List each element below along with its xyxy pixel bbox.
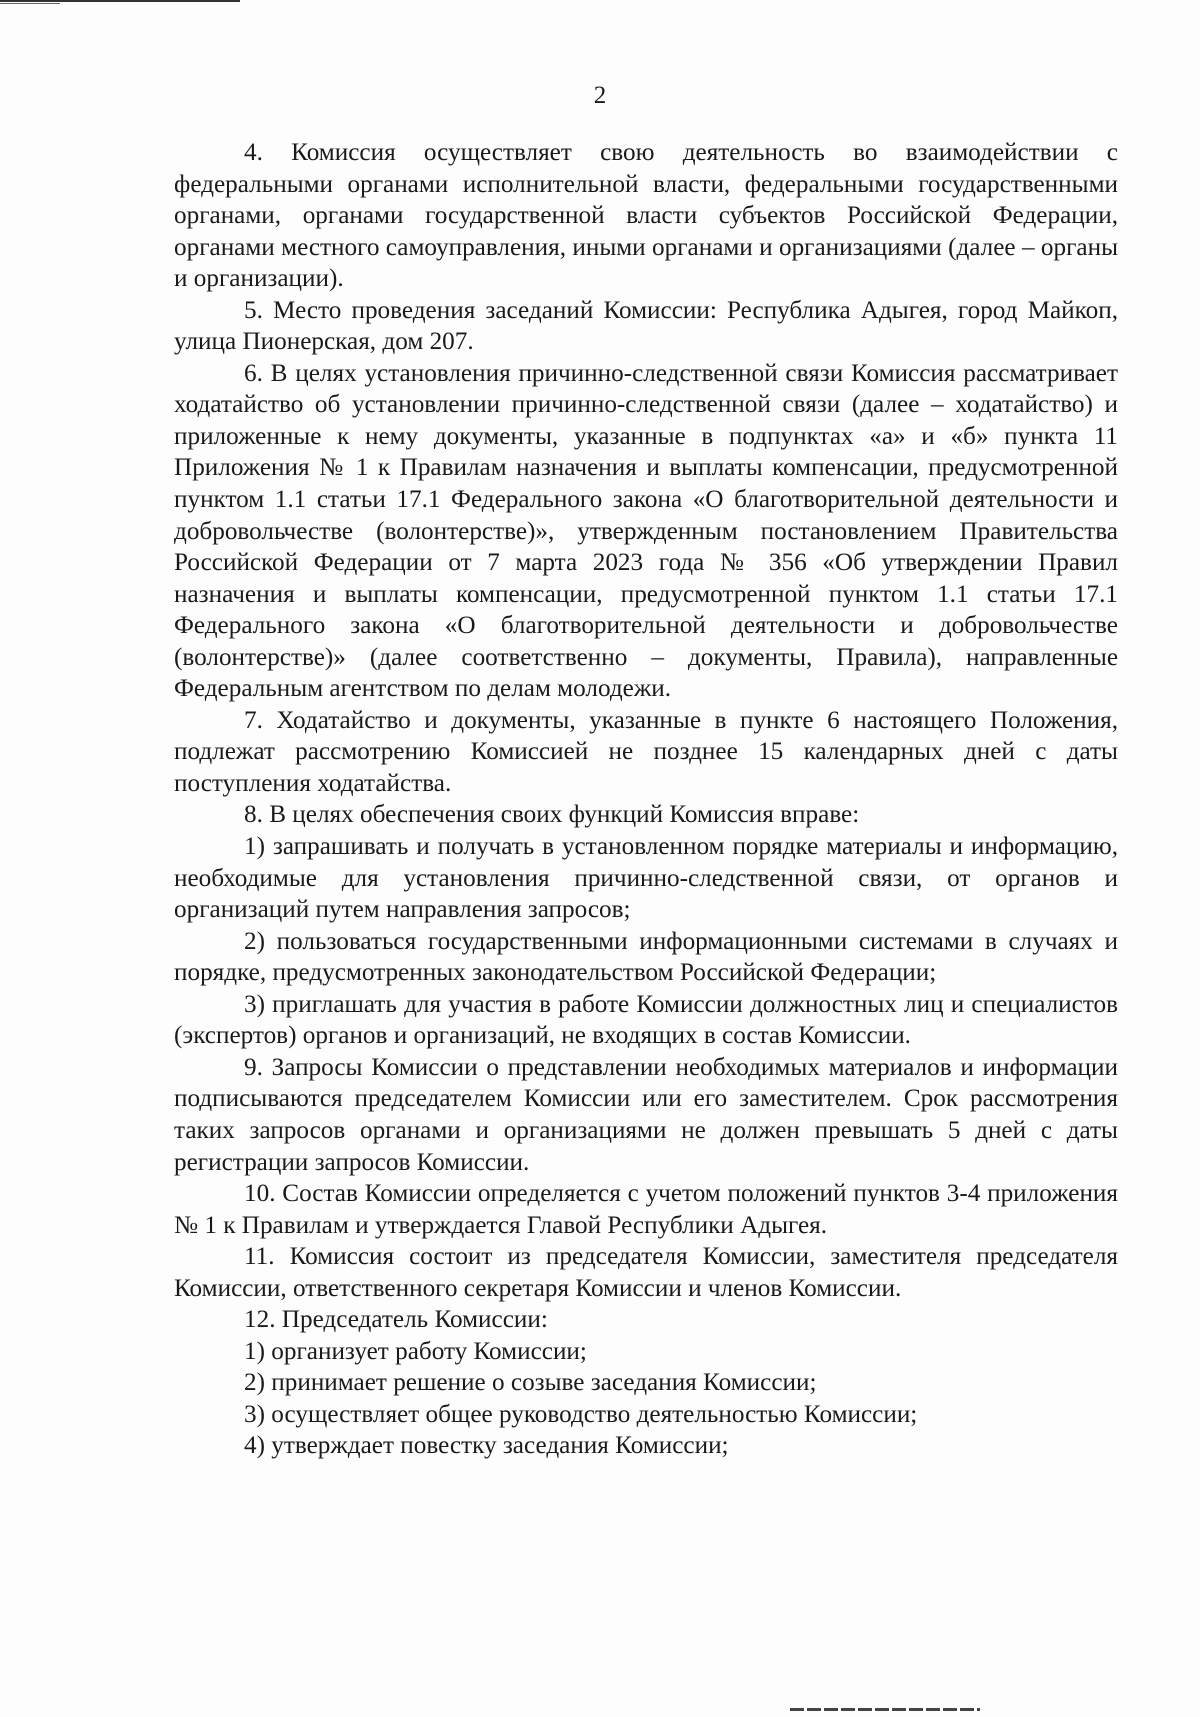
paragraph-12-item-2: 2) принимает решение о созыве заседания Комиссии; [244, 1369, 817, 1397]
scan-artifact-top [0, 0, 240, 2]
paragraph-9: 9. Запросы Комиссии о представлении необходимых материалов и информации подписываются председателем Комиссии или его заместителем. Срок рассмотрения таких запросов органами и организациями не должен превышать 5 дней с даты регистрации запросов Комиссии. [174, 1053, 1118, 1176]
page-number: 2 [593, 82, 607, 109]
paragraph-12-item-3: 3) осуществляет общее руководство деятельностью Комиссии; [244, 1400, 918, 1428]
paragraph-8-item-2: 2) пользоваться государственными информационными системами в случаях и порядке, предусмотренных законодательством Российской Федерации; [174, 927, 1118, 987]
document-body [174, 137, 1118, 1462]
paragraph-5: 5. Место проведения заседаний Комиссии: Республика Адыгея, город Майкоп, улица Пионерская, дом 207. [174, 296, 1118, 356]
paragraph-11: 11. Комиссия состоит из председателя Комиссии, заместителя председателя Комиссии, ответственного секретаря Комиссии и членов Комиссии. [174, 1243, 1118, 1302]
paragraph-8: 8. В целях обеспечения своих функций Комиссия вправе: [244, 801, 860, 829]
scan-artifact-bottom [790, 1708, 980, 1711]
paragraph-12-item-1: 1) организует работу Комиссии; [244, 1337, 587, 1365]
scan-artifact-top-secondary [0, 3, 60, 4]
paragraph-12-item-4: 4) утверждает повестку заседания Комиссии; [244, 1432, 729, 1460]
paragraph-12: 12. Председатель Комиссии: [244, 1306, 548, 1334]
paragraph-6: 6. В целях установления причинно-следственной связи Комиссия рассматривает ходатайство об установлении причинно-следственной связи (далее – ходатайство) и приложенные к нему документы, указанные в подпунктах «а» и «б» пункта 11 Приложения № 1 к Правилам назначения и выплаты компенсации, предусмотренной пунктом 1.1 статьи 17.1 Федерального закона «О благотворительной деятельности и добровольчестве (волонтерстве)», утвержденным постановлением Правительства Российской Федерации от 7 марта 2023 года № 356 «Об утверждении Правил назначения и выплаты компенсации, предусмотренной пунктом 1.1 статьи 17.1 Федерального закона «О благотворительной деятельности и добровольчестве (волонтерстве)» (далее соответственно – документы, Правила), направленные Федеральным агентством по делам молодежи. [174, 359, 1118, 703]
paragraph-4: 4. Комиссия осуществляет свою деятельность во взаимодействии с федеральными органами исполнительной власти, федеральными государственными органами, органами государственной власти субъектов Российской Федерации, органами местного самоуправления, иными органами и организациями (далее – органы и организации). [174, 139, 1118, 293]
paragraph-8-item-3: 3) приглашать для участия в работе Комиссии должностных лиц и специалистов (экспертов) органов и организаций, не входящих в состав Комиссии. [174, 990, 1118, 1050]
paragraph-8-item-1: 1) запрашивать и получать в установленном порядке материалы и информацию, необходимые для установления причинно-следственной связи, от органов и организаций путем направления запросов; [174, 833, 1118, 924]
paragraph-7: 7. Ходатайство и документы, указанные в пункте 6 настоящего Положения, подлежат рассмотрению Комиссией не позднее 15 календарных дней с даты поступления ходатайства. [174, 706, 1118, 797]
paragraph-10: 10. Состав Комиссии определяется с учетом положений пунктов 3-4 приложения № 1 к Правилам и утверждается Главой Республики Адыгея. [174, 1180, 1118, 1239]
